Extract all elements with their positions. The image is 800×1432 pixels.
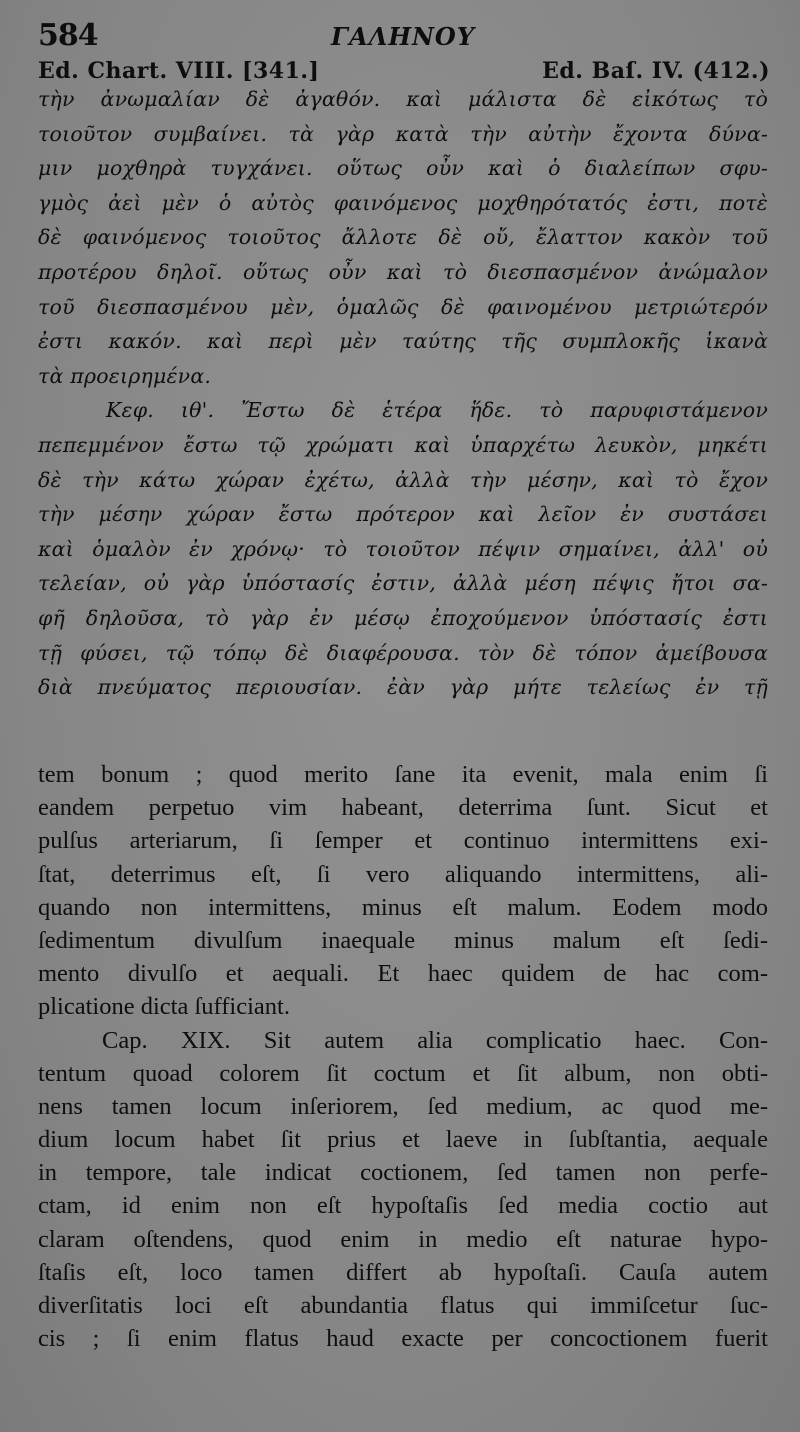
latin-line: pulſus arteriarum, ſi ſemper et continuo intermittens exi- — [38, 827, 768, 855]
latin-line: diverſitatis loci eſt abundantia flatus qui immiſcetur ſuc- — [38, 1292, 768, 1319]
greek-line: τῇ φύσει, τῷ τόπῳ δὲ διαφέρουσα. τὸν δὲ τόπον ἀμείβουσα — [38, 640, 768, 665]
greek-line: τελείαν, οὐ γὰρ ὑπόστασίς ἐστιν, ἀλλὰ μέση πέψις ἤτοι σα- — [38, 571, 768, 596]
latin-line: ſtaſis eſt, loco tamen differt ab hypoſtaſi. Cauſa autem — [38, 1258, 768, 1286]
latin-line: ſtat, deterrimus eſt, ſi vero aliquando intermittens, ali- — [38, 860, 768, 888]
greek-line: ἐστι κακόν. καὶ περὶ μὲν ταύτης τῆς συμπλοκῆς ἱκανὰ — [38, 329, 768, 354]
latin-line: tem bonum ; quod merito ſane ita evenit, mala enim ſi — [38, 761, 768, 788]
greek-line: δὲ φαινόμενος τοιοῦτος ἄλλοτε δὲ οὔ, ἔλαττον κακὸν τοῦ — [38, 225, 768, 250]
greek-line: δὲ τὴν κάτω χώραν ἐχέτω, ἀλλὰ τὴν μέσην, καὶ τὸ ἔχον — [38, 467, 768, 492]
greek-line: τὴν ἀνωμαλίαν δὲ ἀγαθόν. καὶ μάλιστα δὲ εἰκότως τὸ — [38, 87, 768, 111]
latin-line: claram oſtendens, quod enim in medio eſt naturae hypo- — [38, 1225, 768, 1253]
greek-line: τοιοῦτον συμβαίνει. τὰ γὰρ κατὰ τὴν αὐτὴν ἔχοντα δύνα- — [38, 121, 768, 146]
latin-line: ctam, id enim non eſt hypoſtaſis ſed media coctio aut — [38, 1192, 768, 1220]
latin-line: mento divulſo et aequali. Et haec quidem de hac com- — [38, 960, 768, 988]
page-number: 584 — [38, 18, 98, 53]
latin-line: quando non intermittens, minus eſt malum. Eodem modo — [38, 893, 768, 921]
greek-text-block — [38, 82, 768, 705]
greek-line: πεπεμμένον ἔστω τῷ χρώματι καὶ ὑπαρχέτω λευκὸν, μηκέτι — [38, 432, 768, 457]
running-title: ΓΑΛΗΝΟΥ — [331, 22, 475, 51]
page-header — [38, 18, 768, 54]
greek-line: γμὸς ἀεὶ μὲν ὁ αὐτὸς φαινόμενος μοχθηρότατός ἐστι, ποτὲ — [38, 190, 768, 215]
greek-line: προτέρου δηλοῖ. οὕτως οὖν καὶ τὸ διεσπασμένον ἀνώμαλον — [38, 259, 768, 284]
edition-reference-basel: Ed. Baſ. IV. (412.) — [542, 58, 770, 84]
latin-line: cis ; ſi enim flatus haud exacte per concoctionem fuerit — [38, 1325, 768, 1353]
greek-line: τὴν μέσην χώραν ἔστω πρότερον καὶ λεῖον ἐν συστάσει — [38, 502, 768, 527]
greek-line: διὰ πνεύματος περιουσίαν. ἐὰν γὰρ μήτε τελείως ἐν τῇ — [38, 675, 768, 700]
latin-line: in tempore, tale indicat coctionem, ſed tamen non perfe- — [38, 1159, 768, 1187]
latin-chapter-heading-line: Cap. XIX. Sit autem alia complicatio haec. Con- — [102, 1026, 768, 1054]
latin-line: eandem perpetuo vim habeant, deterrima ſunt. Sicut et — [38, 794, 768, 822]
greek-chapter-heading-line: Κεφ. ιθ'. Ἔστω δὲ ἑτέρα ἥδε. τὸ παρυφιστάμενον — [106, 398, 768, 423]
latin-line: plicatione dicta ſufficiant. — [38, 993, 290, 1021]
latin-line: nens tamen locum inſeriorem, ſed medium, ac quod me- — [38, 1092, 768, 1120]
latin-line: dium locum habet ſit prius et laeve in ſubſtantia, aequale — [38, 1126, 768, 1154]
latin-line: ſedimentum divulſum inaequale minus malum eſt ſedi- — [38, 926, 768, 954]
latin-text-block — [38, 758, 768, 1355]
edition-reference-chartier: Ed. Chart. VIII. [341.] — [38, 58, 320, 84]
greek-line: τοῦ διεσπασμένου μὲν, ὁμαλῶς δὲ φαινομένου μετριώτερόν — [38, 294, 768, 319]
greek-line: φῆ δηλοῦσα, τὸ γὰρ ἐν μέσῳ ἐποχούμενον ὑπόστασίς ἐστι — [38, 605, 768, 630]
greek-line: μιν μοχθηρὰ τυγχάνει. οὕτως οὖν καὶ ὁ διαλείπων σφυ- — [38, 156, 768, 181]
greek-line: καὶ ὁμαλὸν ἐν χρόνῳ· τὸ τοιοῦτον πέψιν σημαίνει, ἀλλ' οὐ — [38, 536, 768, 561]
greek-line: τὰ προειρημένα. — [38, 363, 212, 388]
latin-line: tentum quoad colorem ſit coctum et ſit album, non obti- — [38, 1059, 768, 1087]
